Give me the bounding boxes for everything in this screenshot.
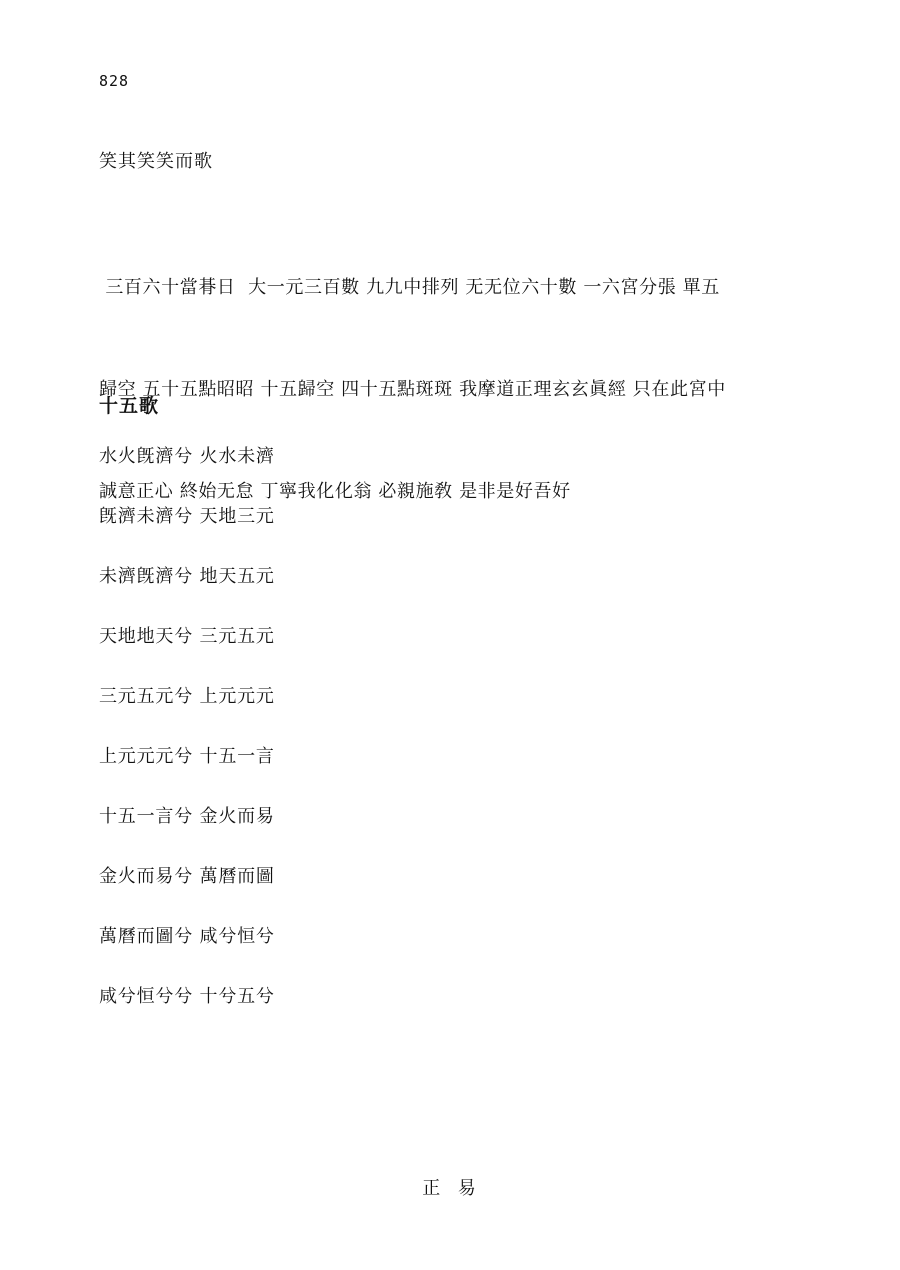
intro-line: 誠意正心 終始无怠 丁寧我化化翁 必親施敎 是非是好吾好 <box>99 481 571 502</box>
verse-line: 十五一言兮 金火而易 <box>99 806 275 827</box>
verse-line: 水火旣濟兮 火水未濟 <box>99 446 275 467</box>
song-verses <box>99 445 275 1045</box>
intro-title: 笑其笑笑而歌 <box>99 151 213 172</box>
verse-line: 萬曆而圖兮 咸兮恒兮 <box>99 926 275 947</box>
verse-line: 上元元元兮 十五一言 <box>99 746 275 767</box>
verse-line: 金火而易兮 萬曆而圖 <box>99 866 275 887</box>
verse-line: 旣濟未濟兮 天地三元 <box>99 506 275 527</box>
song-title: 十五歌 <box>99 395 160 417</box>
intro-line: 三百六十當朞日 大一元三百數 九九中排列 无无位六十數 一六宮分張 單五 <box>99 277 720 298</box>
page-number: 828 <box>99 72 130 90</box>
verse-line: 未濟旣濟兮 地天五元 <box>99 566 275 587</box>
verse-line: 三元五元兮 上元元元 <box>99 686 275 707</box>
verse-line: 咸兮恒兮兮 十兮五兮 <box>99 986 275 1007</box>
intro-line: 歸空 五十五點昭昭 十五歸空 四十五點斑斑 我摩道正理玄玄眞經 只在此宮中 <box>99 379 726 400</box>
page-footer: 正 易 <box>422 1178 478 1199</box>
verse-line: 天地地天兮 三元五元 <box>99 626 275 647</box>
